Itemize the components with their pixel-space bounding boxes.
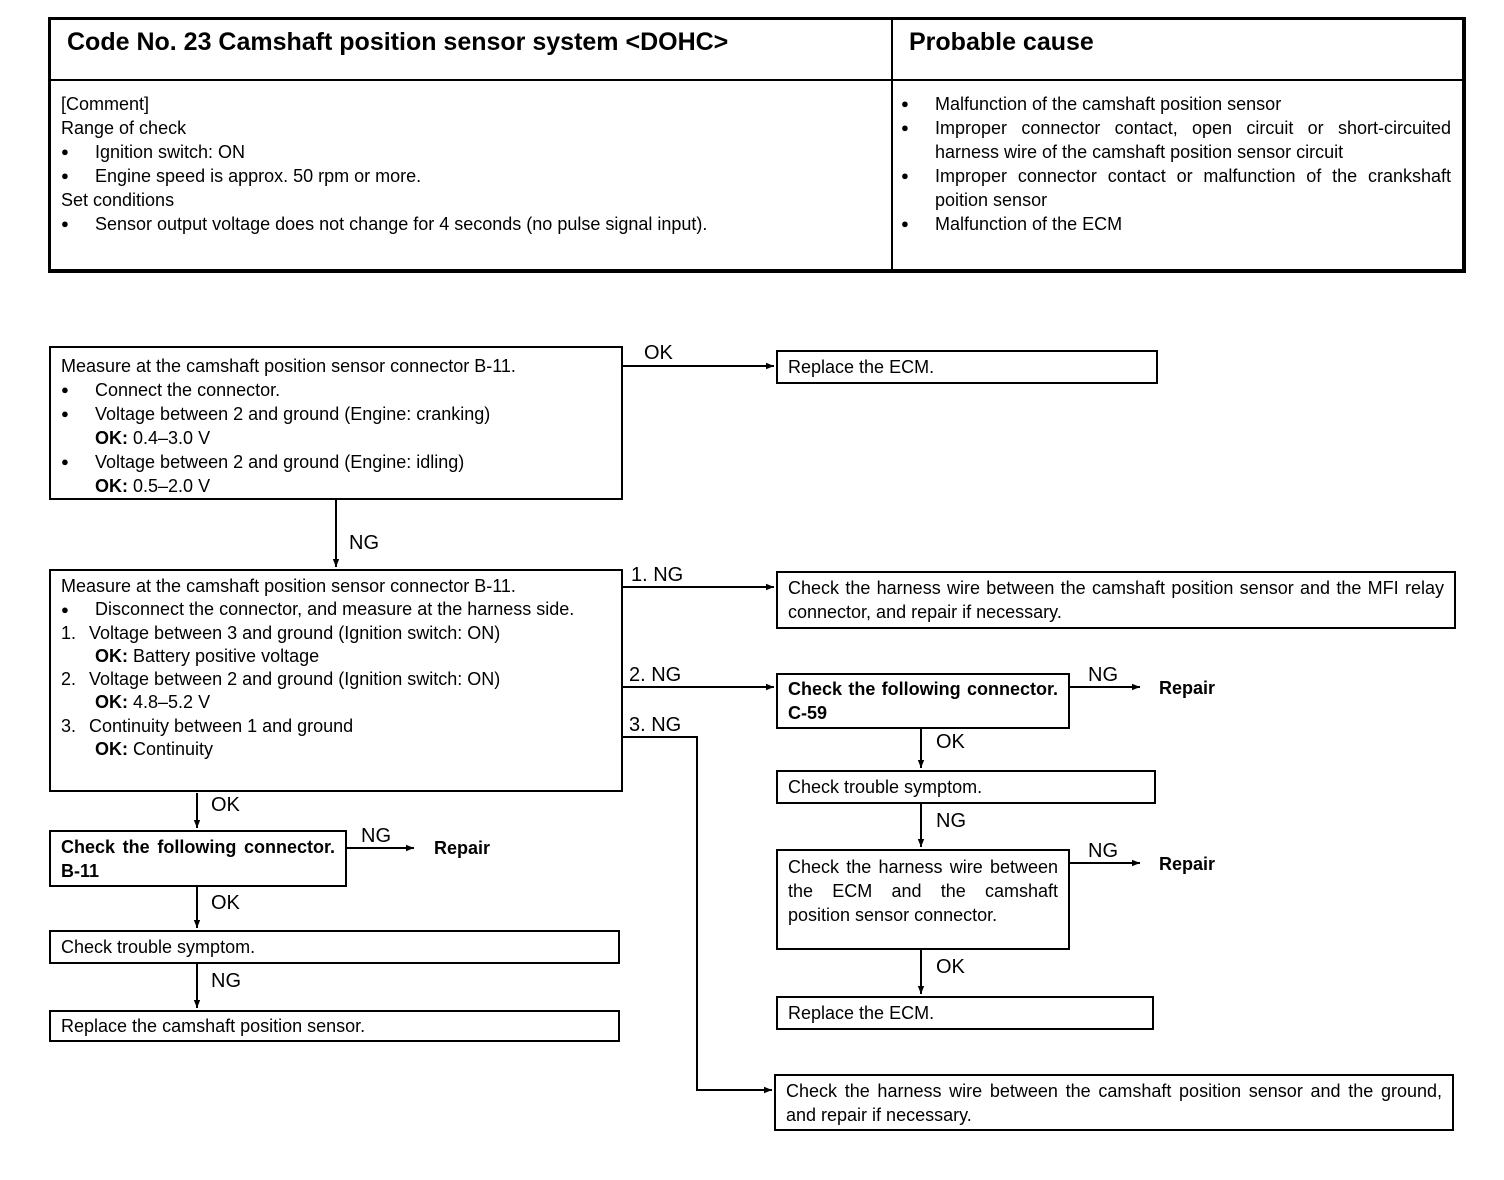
harness-mfi-box: Check the harness wire between the camshaft position sensor and the MFI relay connector, and repair if necessary.	[776, 571, 1456, 629]
harness-ecm-box: Check the harness wire between the ECM and the camshaft position sensor connector.	[776, 849, 1070, 950]
label-ng: NG	[361, 825, 391, 847]
label-ok: OK	[211, 794, 240, 816]
step2-measure-box	[49, 569, 623, 792]
set-condition-item: ● Sensor output voltage does not change for 4 seconds (no pulse signal input).	[61, 212, 881, 236]
replace-sensor-box: Replace the camshaft position sensor.	[49, 1010, 620, 1042]
check-text: Continuity between 1 and ground	[89, 715, 354, 736]
step2-title: Measure at the camshaft position sensor connector B-11.	[61, 576, 516, 596]
label-ng2: 2. NG	[629, 664, 682, 686]
range-item: ● Ignition switch: ON	[61, 140, 881, 164]
ok-label: OK:	[95, 645, 128, 666]
label-ng: NG	[1088, 664, 1118, 686]
check-text: Voltage between 2 and ground (Ignition switch: ON)	[89, 669, 501, 690]
check-b11-box: Check the following connector. B-11	[49, 830, 347, 887]
step1-ok-spec	[61, 426, 611, 450]
probable-cause-title: Probable cause	[909, 28, 1094, 56]
cause-item: ● Improper connector contact, open circuit or short-circuited harness wire of the camshaft position sensor circuit	[901, 116, 1451, 164]
ok-label: OK:	[95, 428, 128, 448]
check-text: Voltage between 3 and ground (Ignition switch: ON)	[89, 622, 501, 643]
label-ng: NG	[1088, 840, 1118, 862]
harness-ground-box: Check the harness wire between the camshaft position sensor and the ground, and repair if necessary.	[774, 1074, 1454, 1131]
comment-label: [Comment]	[61, 94, 150, 114]
repair-label-b11: Repair	[434, 838, 491, 858]
step1-item: ● Connect the connector.	[61, 378, 611, 402]
label-ok: OK	[936, 956, 965, 978]
cause-item: ● Improper connector contact or malfunction of the crankshaft poition sensor	[901, 164, 1451, 212]
trouble-symptom-right-box: Check trouble symptom.	[776, 770, 1156, 804]
label-ng: NG	[349, 532, 379, 554]
cause-item: ● Malfunction of the camshaft position sensor	[901, 92, 1451, 116]
step2-ok-spec	[61, 645, 611, 668]
repair-label-harness-ecm: Repair	[1159, 854, 1216, 874]
ok-value: Continuity	[133, 739, 214, 760]
step1-ok-spec	[61, 474, 611, 498]
range-label: Range of check	[61, 118, 187, 138]
check-number: 3.	[61, 715, 77, 736]
step1-title: Measure at the camshaft position sensor connector B-11.	[61, 356, 516, 376]
replace-ecm-top-box: Replace the ECM.	[776, 350, 1158, 384]
ok-value: 4.8–5.2 V	[133, 692, 211, 713]
set-conditions-label: Set conditions	[61, 190, 175, 210]
step2-ok-spec	[61, 738, 611, 761]
step2-check-3	[61, 715, 611, 738]
check-c59-box: Check the following connector. C-59	[776, 673, 1070, 729]
header-title: Code No. 23 Camshaft position sensor system <DOHC>	[67, 28, 729, 56]
label-ng1: 1. NG	[631, 564, 684, 586]
arrow-step2-ng3	[622, 737, 772, 1090]
label-ng: NG	[211, 970, 241, 992]
label-ng: NG	[936, 810, 966, 832]
step2-ok-spec	[61, 691, 611, 714]
step1-item: ● Voltage between 2 and ground (Engine: idling)	[61, 450, 611, 474]
ok-label: OK:	[95, 476, 128, 496]
step2-item: ● Disconnect the connector, and measure at the harness side.	[61, 598, 611, 621]
step1-item: ● Voltage between 2 and ground (Engine: cranking)	[61, 402, 611, 426]
label-ok: OK	[936, 731, 965, 753]
cause-item: ● Malfunction of the ECM	[901, 212, 1451, 236]
ok-value: 0.4–3.0 V	[133, 428, 211, 448]
trouble-symptom-left-box: Check trouble symptom.	[49, 930, 620, 964]
ok-value: Battery positive voltage	[133, 645, 320, 666]
ok-value: 0.5–2.0 V	[133, 476, 211, 496]
replace-ecm-bottom-box: Replace the ECM.	[776, 996, 1154, 1030]
step2-check-1	[61, 622, 611, 645]
range-item: ● Engine speed is approx. 50 rpm or more.	[61, 164, 881, 188]
label-ng3: 3. NG	[629, 714, 682, 736]
check-number: 2.	[61, 669, 77, 690]
label-ok: OK	[644, 342, 673, 364]
label-ok: OK	[211, 892, 240, 914]
ok-label: OK:	[95, 692, 128, 713]
check-number: 1.	[61, 622, 77, 643]
step1-measure-box	[49, 346, 623, 500]
ok-label: OK:	[95, 739, 128, 760]
step2-check-2	[61, 668, 611, 691]
repair-label-c59: Repair	[1159, 678, 1216, 698]
